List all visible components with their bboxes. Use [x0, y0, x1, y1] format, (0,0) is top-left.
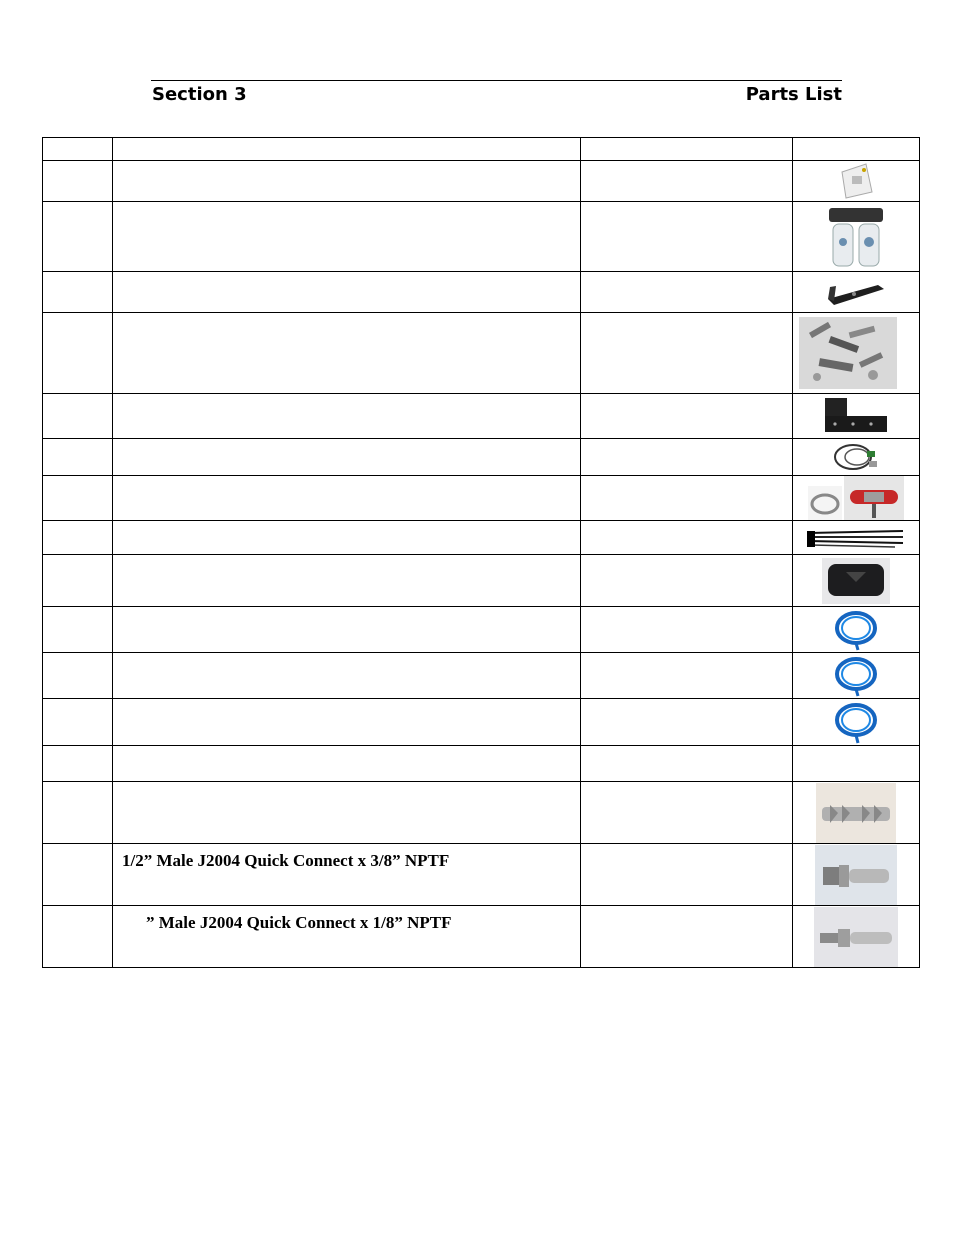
image-cell [793, 746, 920, 782]
description-cell [113, 607, 581, 653]
description-cell [113, 313, 581, 394]
item-cell [43, 476, 113, 521]
small-parts-bag-icon [836, 162, 876, 200]
part-number-cell [581, 746, 793, 782]
image-cell [793, 555, 920, 607]
header-cell-part-number [581, 138, 793, 161]
part-number-cell [581, 161, 793, 202]
image-cell [793, 394, 920, 439]
table-row [43, 439, 920, 476]
table-row [43, 699, 920, 746]
image-cell [793, 313, 920, 394]
table-row [43, 653, 920, 699]
section-number: Section 3 [152, 84, 247, 105]
table-row [43, 202, 920, 272]
part-number-cell [581, 439, 793, 476]
image-cell [793, 439, 920, 476]
parts-table [42, 137, 920, 968]
table-row [43, 161, 920, 202]
table-row [43, 272, 920, 313]
item-cell [43, 161, 113, 202]
description-cell [113, 476, 581, 521]
item-cell [43, 555, 113, 607]
part-number-cell [581, 521, 793, 555]
description-cell [113, 653, 581, 699]
table-row [43, 313, 920, 394]
part-number-cell [581, 272, 793, 313]
part-number-cell [581, 394, 793, 439]
blue-fuel-line-coil-icon [831, 700, 881, 744]
part-number-cell [581, 906, 793, 968]
part-number-cell [581, 653, 793, 699]
wiring-harness-icon [831, 441, 881, 473]
table-row [43, 521, 920, 555]
header-cell-item [43, 138, 113, 161]
description-cell [113, 521, 581, 555]
item-cell [43, 653, 113, 699]
description-cell [113, 439, 581, 476]
image-cell [793, 699, 920, 746]
image-cell [793, 476, 920, 521]
part-number-cell [581, 476, 793, 521]
image-cell [793, 521, 920, 555]
blue-fuel-line-coil-icon [831, 609, 881, 651]
item-cell [43, 746, 113, 782]
header-cell-image [793, 138, 920, 161]
item-cell [43, 607, 113, 653]
description-cell: 1/2” Male J2004 Quick Connect x 3/8” NPTF [113, 844, 581, 906]
part-number-cell [581, 607, 793, 653]
table-row [43, 782, 920, 844]
hose-clamp-and-fuse-icon [808, 476, 904, 520]
description-cell [113, 699, 581, 746]
image-cell [793, 161, 920, 202]
item-cell [43, 313, 113, 394]
item-cell [43, 521, 113, 555]
item-cell [43, 272, 113, 313]
fuel-pump-filter-assembly-icon [825, 204, 887, 270]
mounting-bracket-icon [824, 277, 888, 307]
description-cell [113, 202, 581, 272]
section-title: Parts List [745, 84, 842, 105]
image-cell [793, 607, 920, 653]
part-number-cell [581, 844, 793, 906]
image-cell [793, 653, 920, 699]
section-header [151, 80, 842, 107]
item-cell [43, 906, 113, 968]
header-cell-description [113, 138, 581, 161]
table-row [43, 607, 920, 653]
item-cell [43, 202, 113, 272]
description-cell: ” Male J2004 Quick Connect x 1/8” NPTF [113, 906, 581, 968]
part-number-cell [581, 313, 793, 394]
image-cell [793, 844, 920, 906]
description-cell [113, 555, 581, 607]
image-cell [793, 906, 920, 968]
quick-connect-fitting-small-icon [814, 907, 898, 967]
part-number-cell [581, 699, 793, 746]
item-cell [43, 782, 113, 844]
table-row [43, 555, 920, 607]
table-row [43, 844, 920, 906]
item-cell [43, 699, 113, 746]
part-number-cell [581, 782, 793, 844]
item-cell [43, 394, 113, 439]
description-cell [113, 272, 581, 313]
quick-connect-fitting-icon [815, 845, 897, 905]
table-header-row [43, 138, 920, 161]
barbed-fitting-icon [816, 783, 896, 843]
item-cell [43, 439, 113, 476]
table-row [43, 746, 920, 782]
blue-fuel-line-coil-icon [831, 655, 881, 697]
image-cell [793, 782, 920, 844]
mounting-plates-icon [823, 396, 889, 436]
part-number-cell [581, 202, 793, 272]
hardware-bag-icon [799, 317, 897, 389]
description-cell [113, 394, 581, 439]
image-cell [793, 202, 920, 272]
part-number-cell [581, 555, 793, 607]
zip-ties-icon [805, 525, 907, 551]
table-row [43, 906, 920, 968]
description-cell [113, 746, 581, 782]
description-cell [113, 782, 581, 844]
item-cell [43, 844, 113, 906]
table-row [43, 394, 920, 439]
rubber-grommet-icon [822, 558, 890, 604]
description-cell [113, 161, 581, 202]
image-cell [793, 272, 920, 313]
table-row [43, 476, 920, 521]
